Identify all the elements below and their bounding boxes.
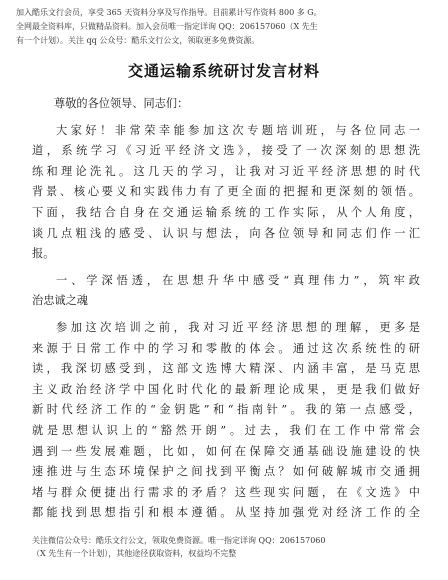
paragraph-line: 道，系统学习《习近平经济文选》，接受了一次深刻的思想洗 <box>32 144 420 158</box>
header-note-line: 加入酷乐文行会员，享受 365 天资料分享及写作指导。目前累计写作资料 800 多 G。 <box>16 8 322 17</box>
footer-promo-note <box>32 534 432 560</box>
paragraph-line: 报。 <box>32 247 55 261</box>
paragraph-line: 大家好！非常荣幸能参加这次专题培训班，与各位同志一 <box>56 123 420 137</box>
footer-note-line: （X 先生有一个计划），其他途径获取资料，权益均不完整 <box>32 549 237 558</box>
paragraph-line: 参加这次培训之前，我对习近平经济思想的理解，更多是 <box>56 320 420 334</box>
header-note-line: 有一个计划）。关注 qq 公众号：酷乐文行公文，领取更多免费资源。 <box>16 36 260 45</box>
salutation: 尊敬的各位领导、同志们： <box>54 97 189 110</box>
paragraph-line: 练和理论洗礼。这几天的学习，让我对习近平经济思想的时代 <box>32 164 420 178</box>
paragraph-line: 速推进与生态环境保护之间找到平衡点？如何破解城市交通拥 <box>32 465 420 479</box>
paragraph-line: 谈几点粗浅的感受、认识与想法，向各位领导和同志们作一汇 <box>32 226 420 240</box>
paragraph-line: 背景、核心要义和实践伟力有了更全面的把握和更深刻的领悟。 <box>32 185 420 199</box>
paragraph-line: 新时代经济工作的“金钥匙”和“指南针”。我的第一点感受， <box>32 403 420 417</box>
paragraph-line: 来源于日常工作中的学习和零散的体会。通过这次系统性的研 <box>32 341 420 355</box>
paragraph-line: 主义政治经济学中国化时代化的最新理论成果，更是我们做好 <box>32 382 420 396</box>
header-note-line: 全网最全资料库，只做精品资料。加入会员唯一指定详询 QQ：206157060（X 先生 <box>16 22 318 31</box>
document-title: 交通运输系统研讨发言材料 <box>127 62 320 80</box>
paragraph-line: 遇到一些发展难题，比如，如何在保障交通基础设施建设的快 <box>32 444 420 458</box>
document-body <box>32 94 420 524</box>
header-promo-note <box>16 6 434 48</box>
section-heading-line: 一、学深悟透，在思想升华中感受“真理伟力”，筑牢政 <box>56 273 420 287</box>
paragraph-line: 就是思想认识上的“豁然开朗”。过去，我们在工作中常常会 <box>32 423 420 437</box>
paragraph-line: 下面，我结合自身在交通运输系统的工作实际，从个人角度， <box>32 205 420 219</box>
section-heading-line: 治忠诚之魂 <box>32 294 88 308</box>
paragraph-line: 都能找到思想指引和根本遵循。从坚持加强党对经济工作的全 <box>32 506 420 520</box>
paragraph-line: 堵与群众便捷出行需求的矛盾？这些现实问题，在《文选》中 <box>32 485 420 499</box>
paragraph-line: 读，我深切感受到，这部文选博大精深、内涵丰富，是马克思 <box>32 362 420 376</box>
footer-note-line: 关注微信公众号：酷乐文行公文，领取免费资源。唯一指定详询 QQ：206157060 <box>32 536 326 545</box>
